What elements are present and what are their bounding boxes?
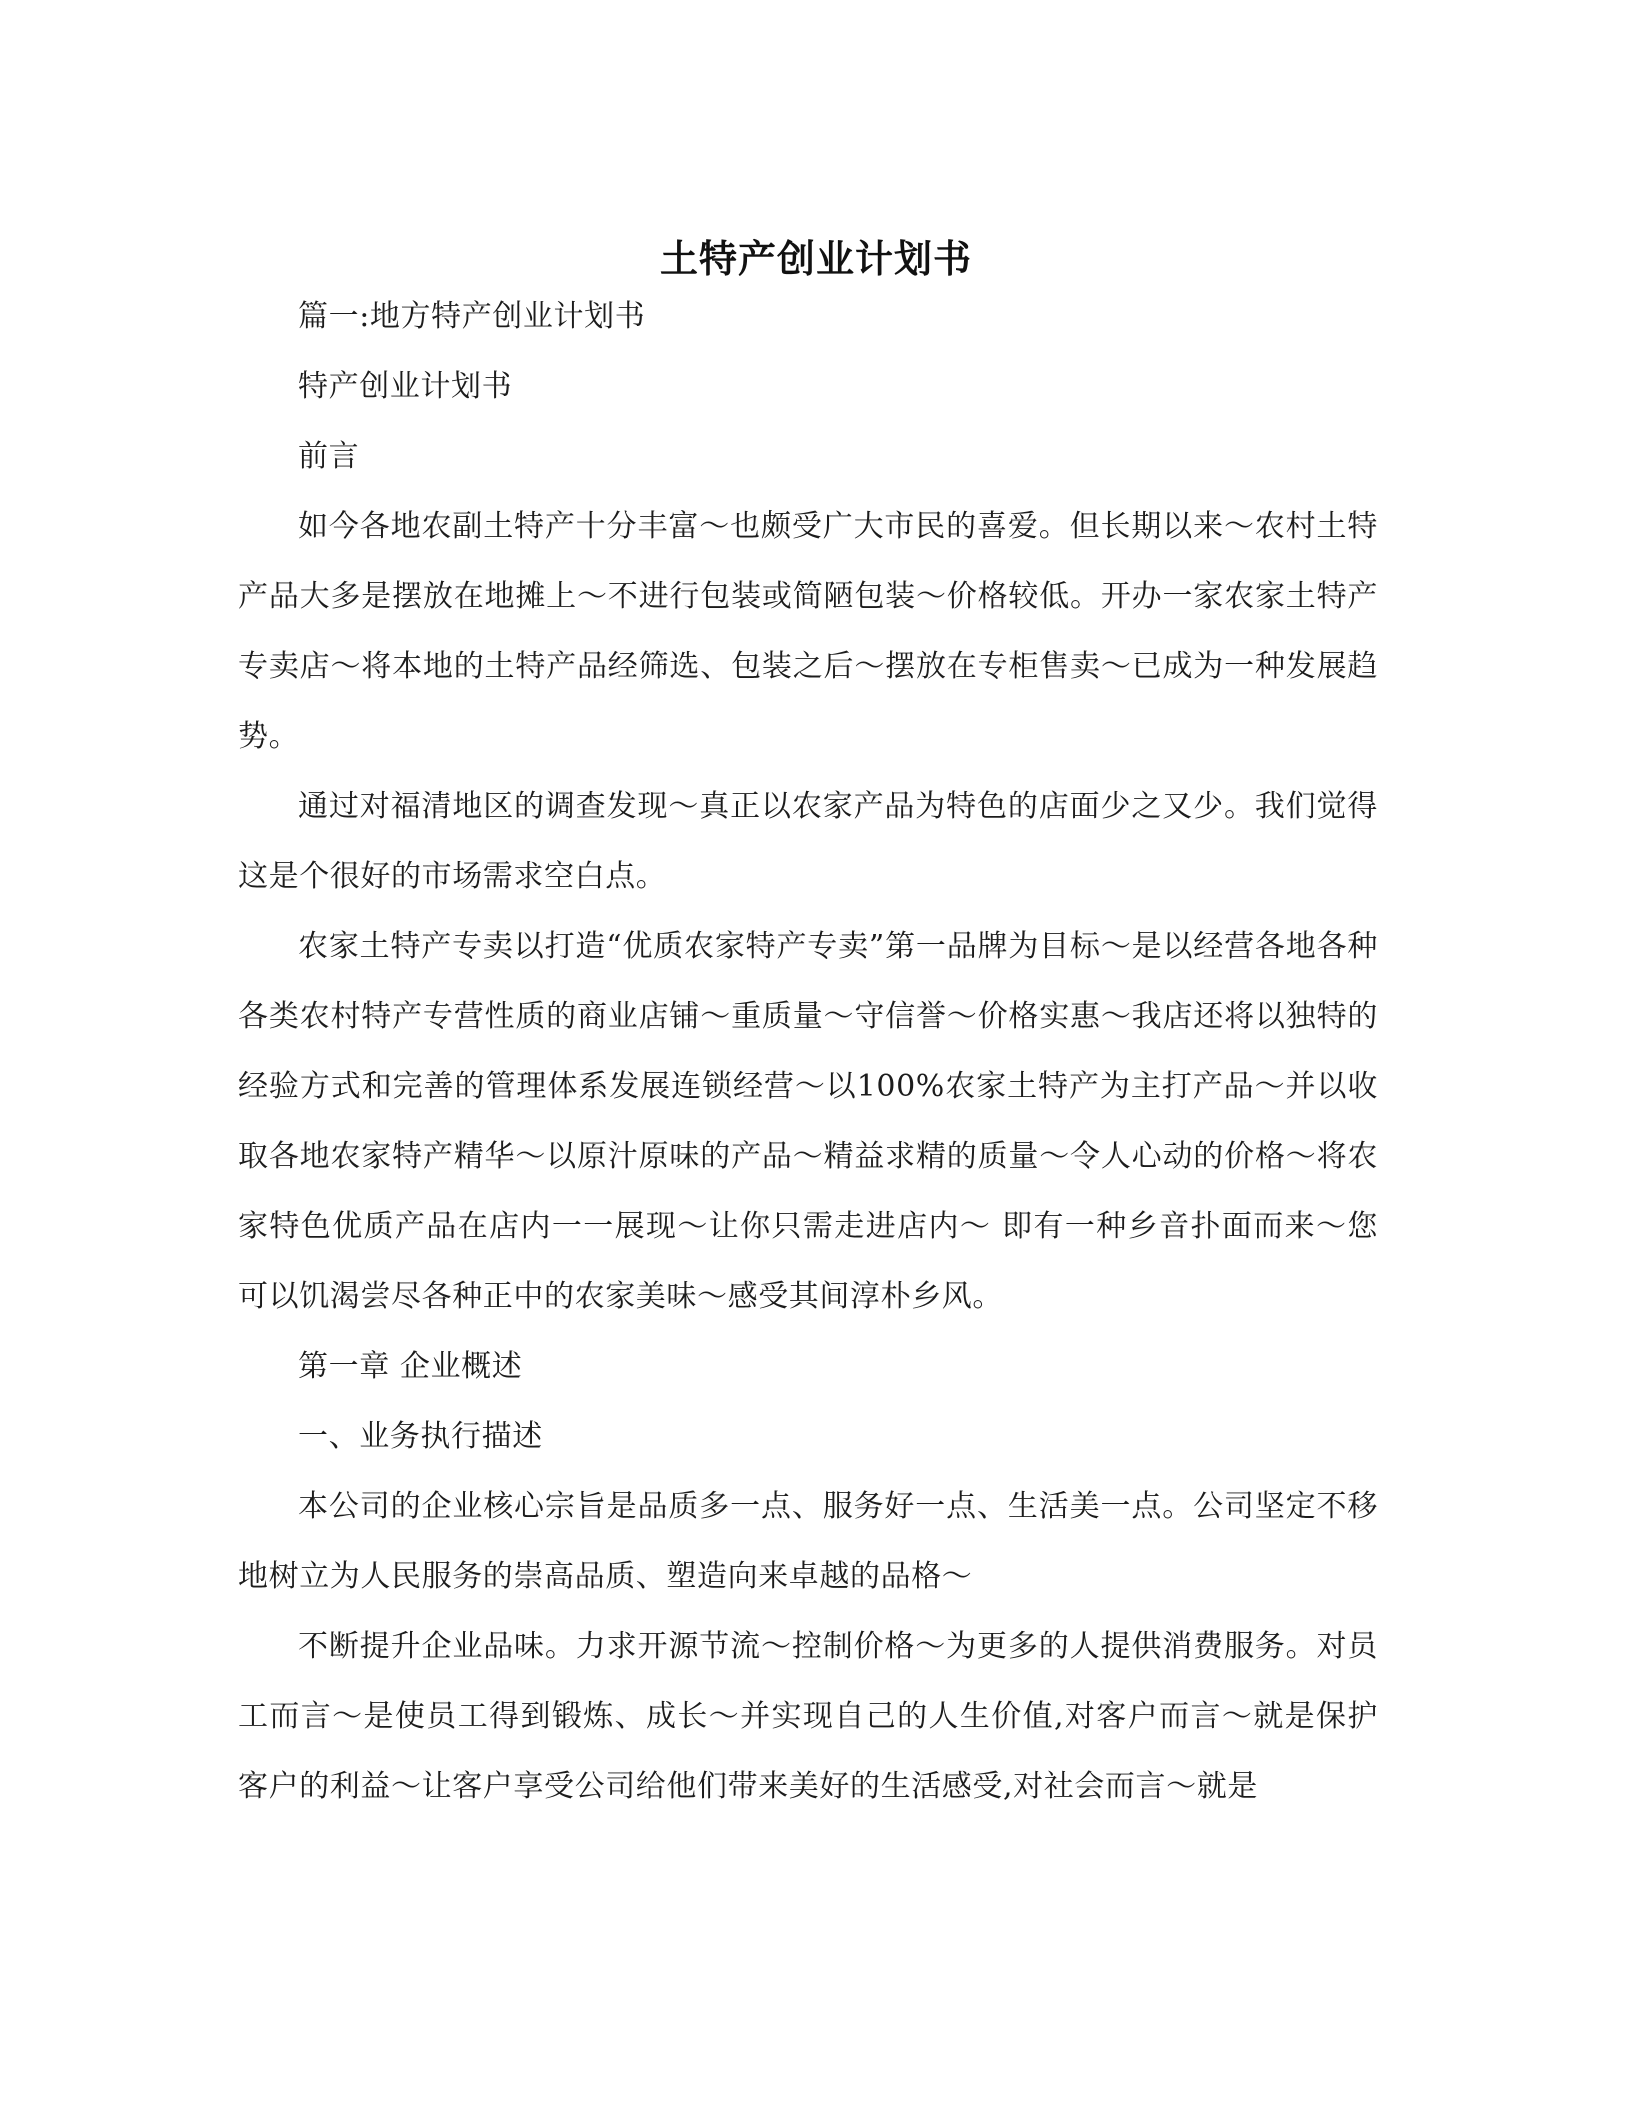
paragraph: 不断提升企业品味。力求开源节流～控制价格～为更多的人提供消费服务。对员工而言～是使员工得到锻炼、成长～并实现自己的人生价值,对客户而言～就是保护客户的利益～让客户享受公司给他们带来美好的生活感受,对社会而言～就是 (238, 1629, 1378, 1804)
paragraph: 农家土特产专卖以打造“优质农家特产专卖”第一品牌为目标～是以经营各地各种各类农村特产专营性质的商业店铺～重质量～守信誉～价格实惠～我店还将以独特的经验方式和完善的管理体系发展连锁经营～以100%农家土特产为主打产品～并以收取各地农家特产精华～以原汁原味的产品～精益求精的质量～令人心动的价格～将农家特色优质产品在店内一一展现～让你只需走进店内～ 即有一种乡音扑面而来～您可以饥渴尝尽各种正中的农家美味～感受其间淳朴乡风。 (238, 929, 1378, 1314)
chapter-heading: 第一章 企业概述 (298, 1349, 523, 1384)
document-title: 土特产创业计划书 (659, 236, 972, 282)
section-heading: 篇一:地方特产创业计划书 (298, 299, 646, 334)
document-body (238, 282, 1378, 1822)
subsection-heading: 一、业务执行描述 (298, 1419, 543, 1454)
paragraph: 如今各地农副土特产十分丰富～也颇受广大市民的喜爱。但长期以来～农村土特产品大多是摆放在地摊上～不进行包装或简陋包装～价格较低。开办一家农家土特产专卖店～将本地的土特产品经筛选、包装之后～摆放在专柜售卖～已成为一种发展趋势。 (238, 509, 1378, 754)
preface-heading: 前言 (298, 439, 360, 474)
subtitle: 特产创业计划书 (298, 369, 513, 404)
paragraph: 通过对福清地区的调查发现～真正以农家产品为特色的店面少之又少。我们觉得这是个很好的市场需求空白点。 (238, 789, 1378, 894)
paragraph: 本公司的企业核心宗旨是品质多一点、服务好一点、生活美一点。公司坚定不移地树立为人民服务的崇高品质、塑造向来卓越的品格～ (238, 1489, 1378, 1594)
